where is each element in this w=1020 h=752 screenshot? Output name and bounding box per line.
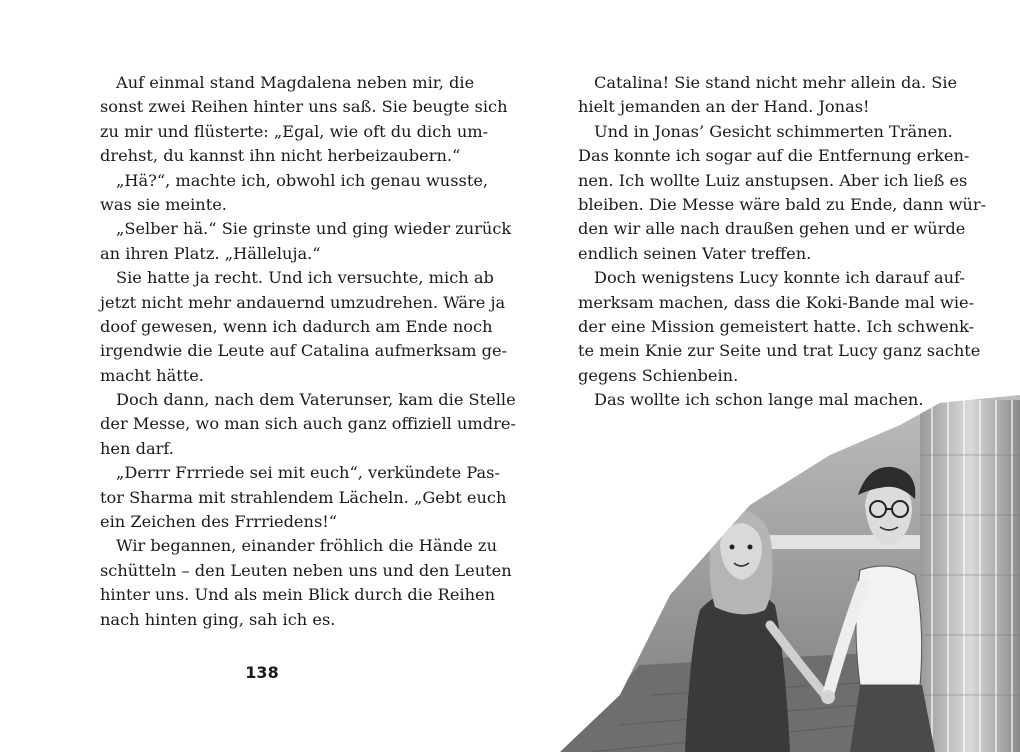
text-line: der Messe, wo man sich auch ganz offiziell umdre- [100,414,516,434]
illustration-girl-and-boy-holding-hands [560,395,1020,752]
right-page-text [578,71,987,412]
text-line: hen darf. [100,438,174,458]
page-number: 138 [245,663,279,682]
text-line: „Selber hä.“ Sie grinste und ging wieder zurück [116,219,512,239]
text-line: nach hinten ging, sah ich es. [100,609,336,629]
text-line: te mein Knie zur Seite und trat Lucy ganz sachte [578,341,981,361]
paragraph [100,534,512,632]
text-line: drehst, du kannst ihn nicht herbeizaubern.“ [100,146,461,166]
text-line: „Hä?“, machte ich, obwohl ich genau wusste, [116,170,489,190]
text-line: tor Sharma mit strahlendem Lächeln. „Gebt euch [100,487,507,507]
paragraph [578,266,981,388]
paragraph [578,71,958,120]
text-line: bleiben. Die Messe wäre bald zu Ende, dann wür- [578,194,987,214]
text-line: hielt jemanden an der Hand. Jonas! [578,97,870,117]
paragraph [100,388,516,461]
text-line: der eine Mission gemeistert hatte. Ich schwenk- [578,316,975,336]
text-line: doof gewesen, wenn ich dadurch am Ende noch [100,316,493,336]
text-line: Sie hatte ja recht. Und ich versuchte, mich ab [116,268,494,288]
text-line: Das wollte ich schon lange mal machen. [594,390,924,410]
text-line: zu mir und flüsterte: „Egal, wie oft du dich um- [100,121,489,141]
paragraph [100,169,489,218]
text-line: was sie meinte. [100,194,227,214]
curtain [920,400,1020,752]
text-line: jetzt nicht mehr andauernd umzudrehen. Wäre ja [100,292,506,312]
text-line: hinter uns. Und als mein Blick durch die Reihen [100,585,496,605]
text-line: ein Zeichen des Frrriedens!“ [100,512,338,532]
text-line: „Derrr Frrriede sei mit euch“, verkündete Pas- [116,463,500,483]
text-line: den wir alle nach draußen gehen und er würde [578,219,966,239]
text-line: Auf einmal stand Magdalena neben mir, die [116,73,475,92]
text-line: Und in Jonas’ Gesicht schimmerten Tränen. [594,121,953,141]
paragraph [578,120,987,266]
text-line: Catalina! Sie stand nicht mehr allein da. Sie [594,73,958,92]
left-page-text [100,71,516,632]
text-line: Doch wenigstens Lucy konnte ich darauf auf- [594,268,965,288]
text-line: irgendwie die Leute auf Catalina aufmerksam ge- [100,341,508,361]
text-line: gegens Schienbein. [578,365,739,385]
text-line: Doch dann, nach dem Vaterunser, kam die Stelle [116,390,516,410]
paragraph [100,217,512,266]
text-line: macht hätte. [100,365,204,385]
paragraph [100,266,508,388]
text-line: sonst zwei Reihen hinter uns saß. Sie beugte sich [100,97,508,117]
paragraph [100,461,507,534]
text-line: Wir begannen, einander fröhlich die Hände zu [116,536,497,556]
text-line: merksam machen, dass die Koki-Bande mal wie- [578,292,975,312]
text-line: schütteln – den Leuten neben uns und den Leuten [100,560,512,580]
paragraph [100,71,508,169]
text-line: Das konnte ich sogar auf die Entfernung erken- [578,146,970,166]
text-line: endlich seinen Vater treffen. [578,243,812,263]
text-line: nen. Ich wollte Luiz anstupsen. Aber ich ließ es [578,170,968,190]
text-line: an ihren Platz. „Hälleluja.“ [100,243,321,263]
